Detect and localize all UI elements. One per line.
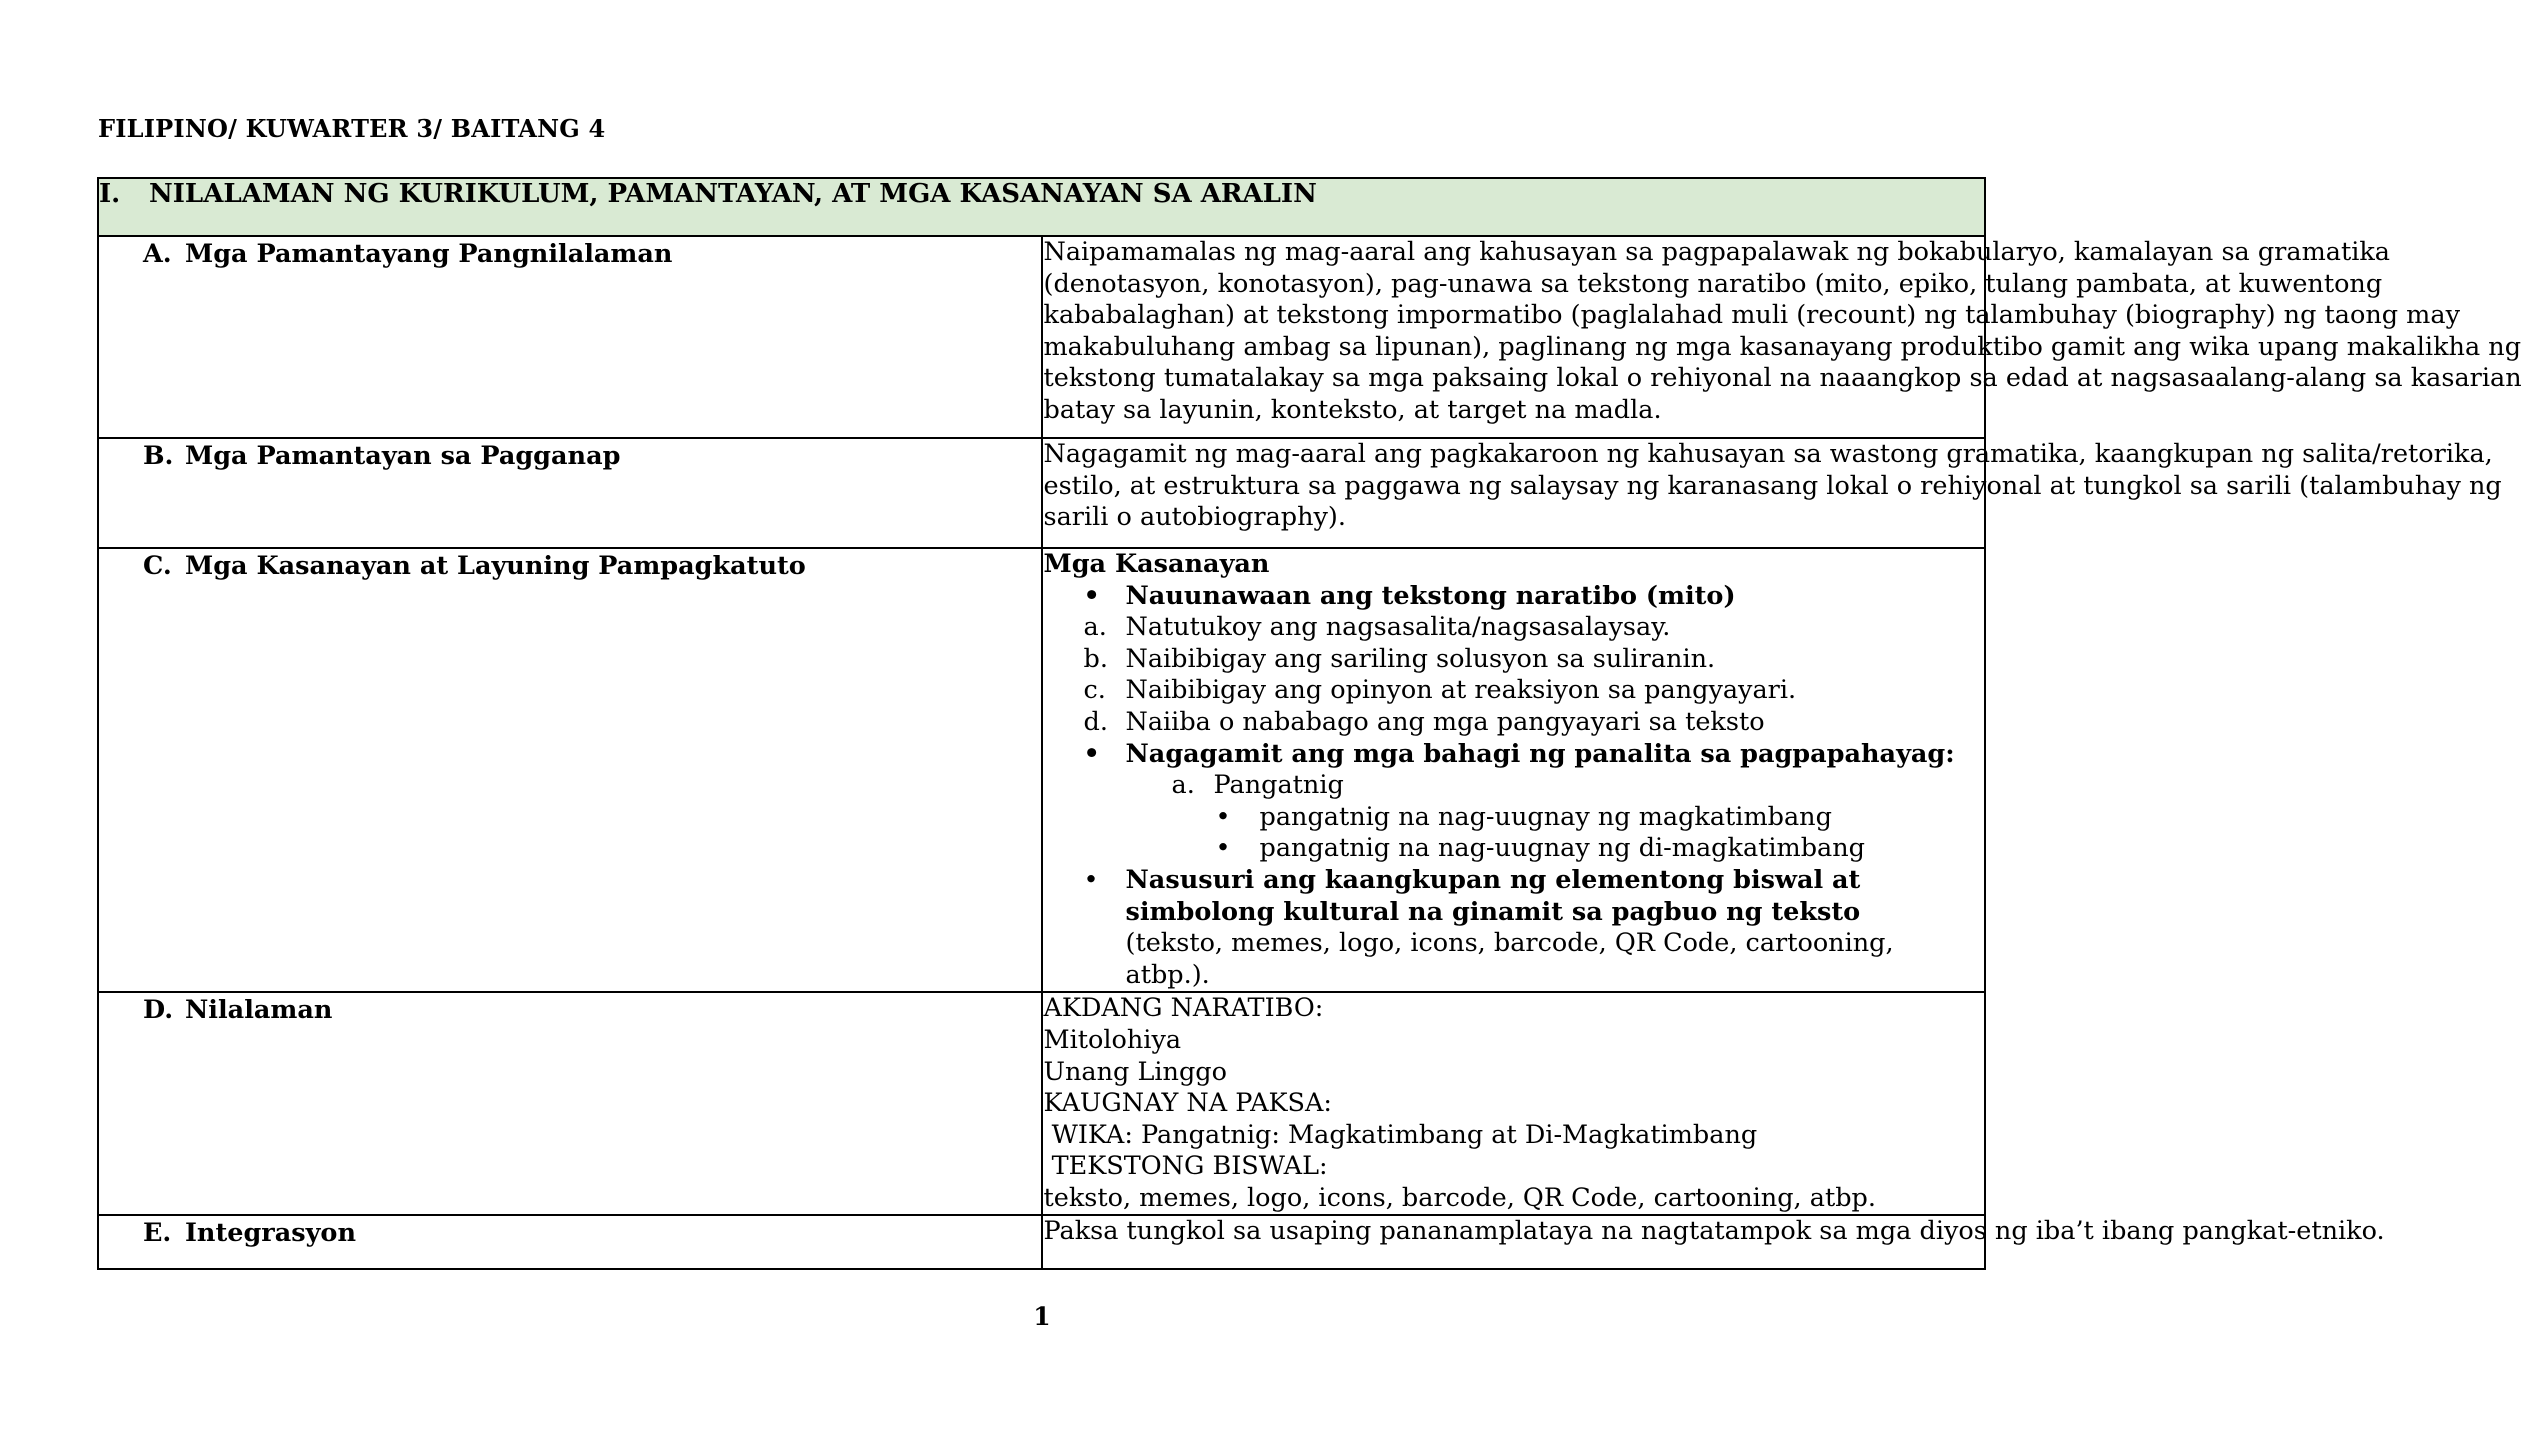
bullet-icon: •: [1215, 801, 1231, 832]
list-item: [1044, 770, 1979, 802]
bullet-text: Nauunawaan ang tekstong naratibo (mito): [1125, 580, 1736, 611]
row-label: Mga Pamantayang Pangnilalaman: [185, 239, 673, 269]
list-marker: d.: [1083, 706, 1108, 737]
integration-text: [1042, 1215, 2385, 1269]
row-label-cell: [98, 236, 1042, 438]
text-line: Nagagamit ng mag-aaral ang pagkakaroon ng kahusayan sa wastong gramatika, kaangkupan ng salita/retorika,: [1043, 439, 2493, 469]
list-item: [1044, 865, 1979, 928]
page-number: 1: [1033, 1302, 1051, 1331]
competencies-content: [1042, 548, 1986, 992]
list-item: [1044, 644, 1979, 676]
row-letter: B.: [143, 441, 174, 471]
row-letter: D.: [143, 995, 174, 1026]
bullet-icon: •: [1215, 833, 1231, 864]
bullet-text: Nagagamit ang mga bahagi ng panalita sa pagpapahayag:: [1125, 738, 1955, 769]
text-line: Paksa tungkol sa usaping pananamplataya na nagtatampok sa mga diyos ng iba’t ibang pangkat-etniko.: [1043, 1216, 2385, 1247]
list-marker: b.: [1083, 643, 1108, 674]
list-marker: a.: [1083, 612, 1107, 643]
list-item: [1044, 612, 1979, 644]
list-text: pangatnig na nag-uugnay ng di-magkatimbang: [1259, 833, 1866, 864]
text-line: batay sa layunin, konteksto, at target na madla.: [1043, 394, 1662, 425]
list-text: Natutukoy ang nagsasalita/nagsasalaysay.: [1125, 612, 1671, 643]
list-item: [1044, 675, 1979, 707]
section-title: NILALAMAN NG KURIKULUM, PAMANTAYAN, AT MGA KASANAYAN SA ARALIN: [149, 179, 1317, 209]
text-line: Unang Linggo: [1043, 1056, 1227, 1087]
row-label: Mga Kasanayan at Layuning Pampagkatuto: [185, 551, 806, 581]
text-line: (denotasyon, konotasyon), pag-unawa sa tekstong naratibo (mito, epiko, tulang pambata, at kuwentong: [1043, 268, 2383, 299]
list-item: [1044, 802, 1979, 834]
text-line: teksto, memes, logo, icons, barcode, QR Code, cartooning, atbp.: [1043, 1182, 1876, 1213]
text-line: AKDANG NARATIBO:: [1043, 993, 1324, 1024]
list-item: [1044, 707, 1979, 739]
bullet-continuation: (teksto, memes, logo, icons, barcode, QR Code, cartooning, atbp.).: [1125, 928, 1894, 990]
list-item: [1044, 581, 1979, 613]
section-number: I.: [99, 179, 121, 209]
text-line: WIKA: Pangatnig: Magkatimbang at Di-Magkatimbang: [1043, 1119, 1758, 1150]
text-line: KAUGNAY NA PAKSA:: [1043, 1088, 1333, 1119]
list-text: Naibibigay ang opinyon at reaksiyon sa pangyayari.: [1125, 675, 1797, 706]
row-label-cell: [98, 438, 1042, 548]
row-label: Mga Pamantayan sa Pagganap: [185, 441, 621, 471]
bullet-icon: •: [1083, 864, 1099, 895]
list-item: [1044, 833, 1979, 865]
row-label-cell: [98, 992, 1042, 1215]
row-integration: [98, 1215, 1985, 1269]
row-label: Nilalaman: [185, 995, 333, 1026]
list-text: pangatnig na nag-uugnay ng magkatimbang: [1259, 801, 1832, 832]
bullet-icon: •: [1083, 738, 1100, 769]
text-line: makabuluhang ambag sa lipunan), paglinang ng mga kasanayang produktibo gamit ang wika upang makalikha ng: [1043, 331, 2522, 362]
text-line: Naipamamalas ng mag-aaral ang kahusayan sa pagpapalawak ng bokabularyo, kamalayan sa gramatika: [1043, 237, 2391, 267]
content-standards-text: [1042, 236, 2522, 438]
text-line: Mitolohiya: [1043, 1024, 1182, 1055]
list-text: Naiiba o nababago ang mga pangyayari sa teksto: [1125, 706, 1765, 737]
text-line: sarili o autobiography).: [1043, 502, 1346, 533]
row-label: Integrasyon: [185, 1218, 356, 1249]
bullet-text: Nasusuri ang kaangkupan ng elementong biswal at simbolong kultural na ginamit sa pagbuo ng teksto: [1125, 864, 1861, 927]
row-competencies: [98, 548, 1985, 992]
text-line: tekstong tumatalakay sa mga paksaing lokal o rehiyonal na naaangkop sa edad at nagsasaalang-alang sa kasarian: [1043, 363, 2522, 394]
row-label-cell: [98, 548, 1042, 992]
text-line: TEKSTONG BISWAL:: [1043, 1151, 1328, 1182]
list-item: [1044, 739, 1979, 771]
row-letter: C.: [143, 551, 172, 581]
document-title: FILIPINO/ KUWARTER 3/ BAITANG 4: [98, 114, 606, 143]
list-text: Pangatnig: [1213, 770, 1344, 801]
curriculum-table: [97, 177, 2522, 1270]
row-content-standards: [98, 236, 1985, 438]
list-marker: a.: [1171, 770, 1195, 801]
content-text: [1042, 992, 1986, 1215]
list-text: Naibibigay ang sariling solusyon sa suliranin.: [1125, 643, 1716, 674]
section-header: [98, 178, 1985, 236]
section-header-row: [98, 178, 1985, 236]
row-letter: A.: [143, 239, 172, 269]
text-line: kababalaghan) at tekstong impormatibo (paglalahad muli (recount) ng talambuhay (biography) ng taong may: [1043, 300, 2460, 331]
text-line: estilo, at estruktura sa paggawa ng salaysay ng karanasang lokal o rehiyonal at tungkol sa sarili (talambuhay ng: [1043, 470, 2502, 501]
row-label-cell: [98, 1215, 1042, 1269]
row-performance-standards: [98, 438, 1985, 548]
competencies-heading: Mga Kasanayan: [1043, 549, 1270, 579]
row-content: [98, 992, 1985, 1215]
bullet-icon: •: [1083, 580, 1100, 611]
row-letter: E.: [143, 1218, 172, 1249]
performance-standards-text: [1042, 438, 2502, 548]
list-marker: c.: [1083, 675, 1106, 706]
